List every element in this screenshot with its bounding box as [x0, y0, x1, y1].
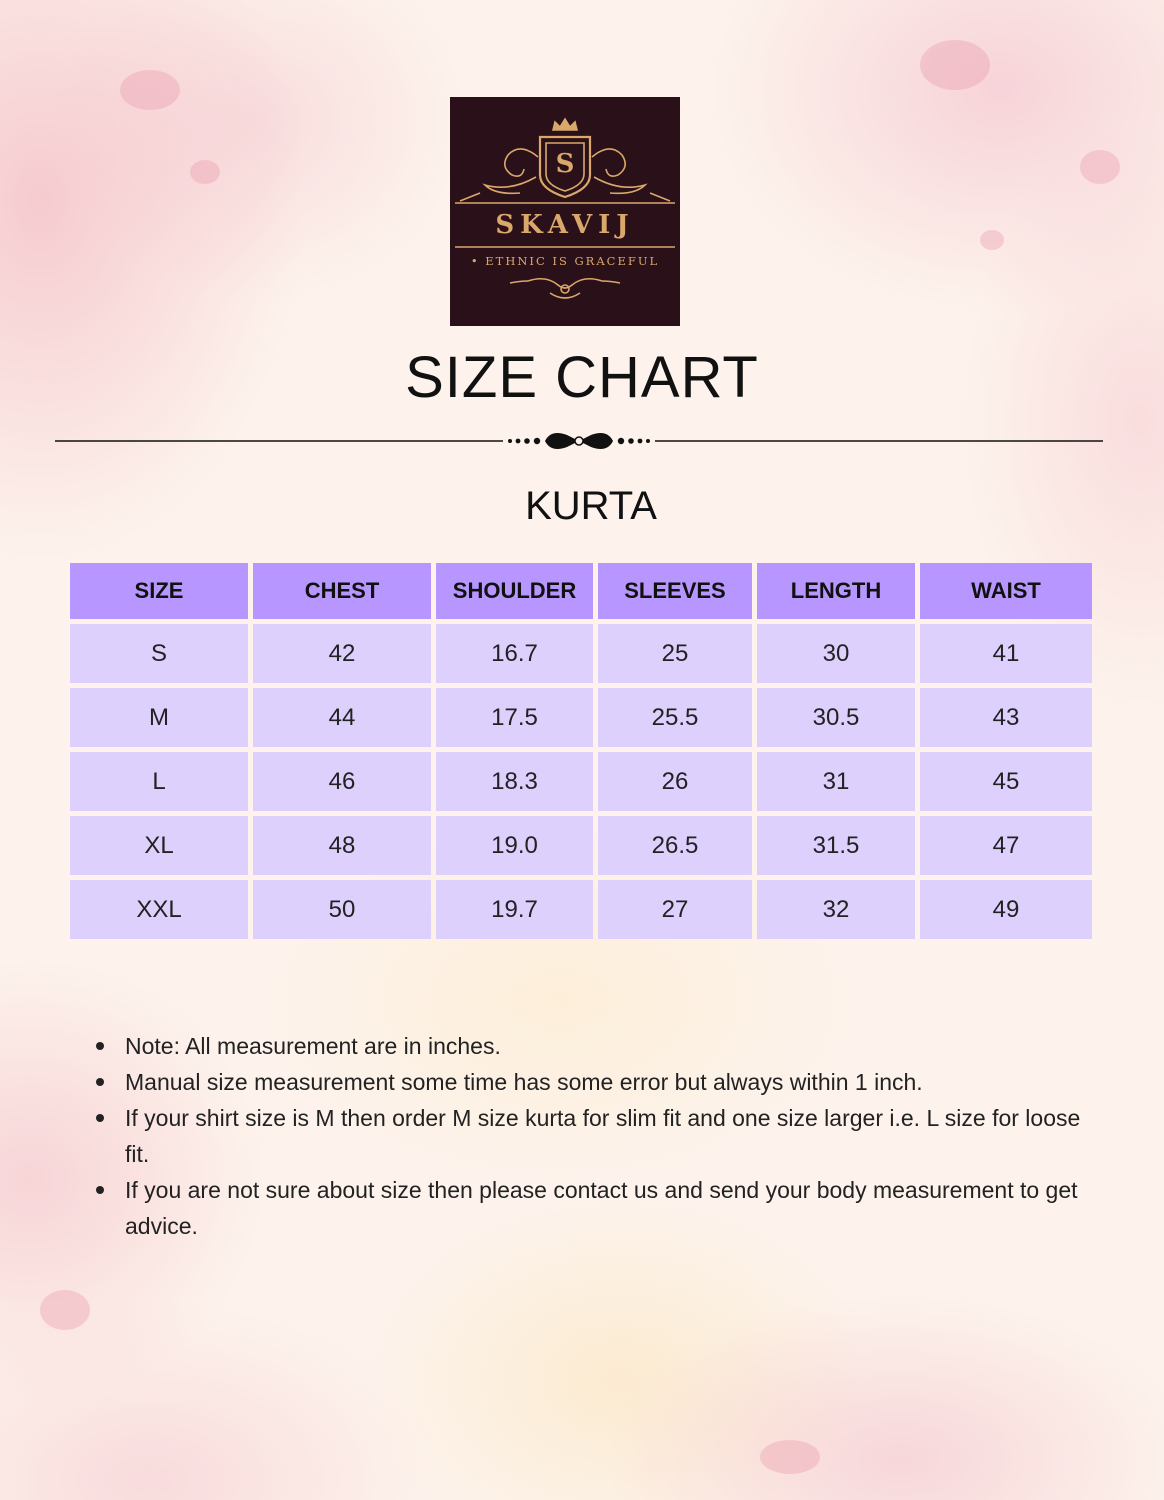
table-cell: 26.5: [598, 816, 752, 875]
table-cell: 48: [253, 816, 431, 875]
table-row: [70, 816, 1092, 875]
ornamental-divider: [55, 425, 1103, 457]
product-subtitle: KURTA: [525, 484, 657, 528]
table-cell: 31.5: [757, 816, 915, 875]
table-cell: 46: [253, 752, 431, 811]
table-cell: 26: [598, 752, 752, 811]
list-item: [92, 1172, 1092, 1244]
list-item: [92, 1028, 1092, 1064]
table-cell: S: [70, 624, 248, 683]
table-cell: 18.3: [436, 752, 593, 811]
table-header-row: [70, 563, 1092, 619]
column-header-waist: WAIST: [920, 563, 1092, 619]
column-header-shoulder: SHOULDER: [436, 563, 593, 619]
table-cell: XXL: [70, 880, 248, 939]
table-row: [70, 880, 1092, 939]
paint-splash: [120, 70, 180, 110]
table-cell: 30.5: [757, 688, 915, 747]
table-cell: 41: [920, 624, 1092, 683]
table-cell: XL: [70, 816, 248, 875]
note-text: Manual size measurement some time has some error but always within 1 inch.: [125, 1069, 923, 1095]
paint-splash: [1080, 150, 1120, 184]
table-cell: 42: [253, 624, 431, 683]
list-item: [92, 1100, 1092, 1172]
paint-splash: [760, 1440, 820, 1474]
bullet-icon: [96, 1186, 104, 1194]
page-title: SIZE CHART: [405, 345, 759, 410]
bullet-icon: [96, 1078, 104, 1086]
table-cell: 17.5: [436, 688, 593, 747]
table-cell: 47: [920, 816, 1092, 875]
brand-logo: [450, 97, 680, 326]
table-cell: 31: [757, 752, 915, 811]
table-cell: 16.7: [436, 624, 593, 683]
table-cell: 25: [598, 624, 752, 683]
list-item: [92, 1064, 1092, 1100]
table-cell: 32: [757, 880, 915, 939]
brand-tagline: • ETHNIC IS GRACEFUL: [470, 254, 660, 268]
column-header-chest: CHEST: [253, 563, 431, 619]
table-cell: 19.0: [436, 816, 593, 875]
paint-splash: [920, 40, 990, 90]
bullet-icon: [96, 1114, 104, 1122]
table-row: [70, 688, 1092, 747]
table-cell: 45: [920, 752, 1092, 811]
table-row: [70, 752, 1092, 811]
table-cell: 43: [920, 688, 1092, 747]
logo-monogram: S: [555, 149, 575, 179]
note-text: If you are not sure about size then please contact us and send your body measurement to get advice.: [125, 1177, 1078, 1239]
table-cell: 30: [757, 624, 915, 683]
table-row: [70, 624, 1092, 683]
column-header-size: SIZE: [70, 563, 248, 619]
column-header-length: LENGTH: [757, 563, 915, 619]
paint-splash: [40, 1290, 90, 1330]
table-cell: L: [70, 752, 248, 811]
paint-splash: [980, 230, 1004, 250]
table-cell: M: [70, 688, 248, 747]
table-cell: 44: [253, 688, 431, 747]
column-header-sleeves: SLEEVES: [598, 563, 752, 619]
notes-list: [92, 1028, 1092, 1244]
table-cell: 19.7: [436, 880, 593, 939]
size-chart-table: [65, 558, 1097, 944]
table-cell: 50: [253, 880, 431, 939]
table-cell: 25.5: [598, 688, 752, 747]
note-text: If your shirt size is M then order M size kurta for slim fit and one size larger i.e. L size for loose fit.: [125, 1105, 1081, 1167]
table-cell: 49: [920, 880, 1092, 939]
bullet-icon: [96, 1042, 104, 1050]
brand-name: SKAVIJ: [495, 210, 635, 240]
paint-splash: [190, 160, 220, 184]
table-cell: 27: [598, 880, 752, 939]
note-text: Note: All measurement are in inches.: [125, 1033, 501, 1059]
